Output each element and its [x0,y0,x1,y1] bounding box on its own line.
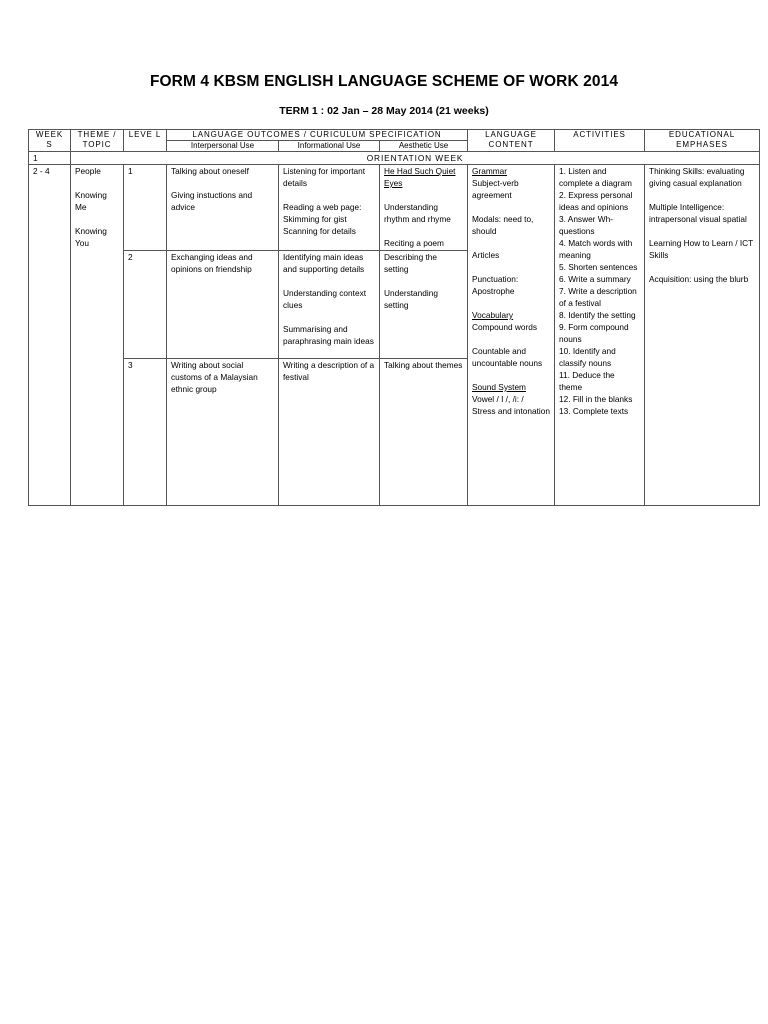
content-sound-stress: Stress and intonation [472,406,550,416]
emphasis-thinking: Thinking Skills: evaluating giving casual explanation [649,166,745,188]
outcome-text: Summarising and paraphrasing main ideas [283,324,374,346]
activity-item: 4. Match words with meaning [559,238,633,260]
outcome-text: Listening for important details [283,166,366,188]
header-activities: ACTIVITIES [555,130,645,152]
level-cell: 1 [124,165,167,251]
outcome-text: Exchanging ideas and opinions on friendship [171,252,253,274]
header-outcomes: LANGUAGE OUTCOMES / CURICULUM SPECIFICATION [167,130,468,141]
content-countable: Countable and uncountable nouns [472,346,543,368]
outcome-text: Identifying main ideas and supporting details [283,252,365,274]
header-content: LANGUAGE CONTENT [468,130,555,152]
interpersonal-cell [167,165,279,251]
header-weeks: WEEK S [29,130,71,152]
header-interpersonal: Interpersonal Use [167,141,279,152]
theme-cell [71,165,124,506]
outcome-text: Understanding setting [384,288,438,310]
outcome-text: Reading a web page: Skimming for gist Scanning for details [283,202,362,236]
content-modals: Modals: need to, should [472,214,534,236]
activity-item: 9. Form compound nouns [559,322,629,344]
header-level: LEVE L [124,130,167,152]
term-subtitle: TERM 1 : 02 Jan – 28 May 2014 (21 weeks) [279,105,489,117]
activity-item: 11. Deduce the theme [559,370,615,392]
informational-cell [279,165,380,251]
outcome-text: Writing a description of a festival [283,360,375,382]
activity-item: 7. Write a description of a festival [559,286,637,308]
aesthetic-cell [380,165,468,251]
content-articles: Articles [472,250,500,260]
document-title: FORM 4 KBSM ENGLISH LANGUAGE SCHEME OF WORK 2014 [149,73,619,90]
header-informational: Informational Use [279,141,380,152]
activity-item: 5. Shorten sentences [559,262,638,272]
activity-item: 6. Write a summary [559,274,631,284]
orientation-row [29,152,760,165]
level-cell: 3 [124,359,167,506]
vocabulary-heading: Vocabulary [472,310,514,320]
header-emphases: EDUCATIONAL EMPHASES [645,130,760,152]
informational-cell [279,251,380,359]
activity-item: 12. Fill in the blanks [559,394,633,404]
theme-people: People [75,166,101,176]
activity-item: 10. Identify and classify nouns [559,346,616,368]
topic-knowing-you: Knowing You [75,226,107,248]
activity-item: 13. Complete texts [559,406,629,416]
emphasis-acquisition: Acquisition: using the blurb [649,274,749,284]
content-cell [468,165,555,506]
scheme-of-work-table [28,129,760,506]
content-sound-vowel: Vowel / I /, /i: / [472,394,524,404]
emphasis-learning: Learning How to Learn / ICT Skills [649,238,754,260]
informational-cell [279,359,380,506]
outcome-text: Understanding context clues [283,288,367,310]
header-theme: THEME / TOPIC [71,130,124,152]
activity-item: 2. Express personal ideas and opinions [559,190,633,212]
outcome-text: Describing the setting [384,252,438,274]
content-punctuation: Punctuation: Apostrophe [472,274,519,296]
poem-title: He Had Such Quiet Eyes [384,166,456,188]
emphases-cell [645,165,760,506]
grammar-heading: Grammar [472,166,508,176]
outcome-text: Talking about themes [384,360,463,370]
activities-cell [555,165,645,506]
outcome-text: Understanding rhythm and rhyme [384,202,451,224]
level-cell: 2 [124,251,167,359]
header-row [29,130,760,141]
outcome-text: Reciting a poem [384,238,444,248]
topic-knowing-me: Knowing Me [75,190,107,212]
orientation-label: ORIENTATION WEEK [71,152,760,165]
outcome-text: Writing about social customs of a Malaysian ethnic group [171,360,258,394]
content-grammar: Subject-verb agreement [472,178,519,200]
header-aesthetic: Aesthetic Use [380,141,468,152]
interpersonal-cell [167,359,279,506]
activity-item: 1. Listen and complete a diagram [559,166,632,188]
content-vocabulary: Compound words [472,322,538,332]
aesthetic-cell [380,359,468,506]
table-row [29,165,760,251]
activity-item: 8. Identify the setting [559,310,636,320]
sound-system-heading: Sound System [472,382,526,392]
activity-item: 3. Answer Wh-questions [559,214,613,236]
weeks-cell: 2 - 4 [29,165,71,506]
emphasis-intelligence: Multiple Intelligence: intrapersonal visual spatial [649,202,747,224]
orientation-week: 1 [29,152,71,165]
outcome-text: Giving instuctions and advice [171,190,253,212]
aesthetic-cell [380,251,468,359]
outcome-text: Talking about oneself [171,166,249,176]
interpersonal-cell [167,251,279,359]
